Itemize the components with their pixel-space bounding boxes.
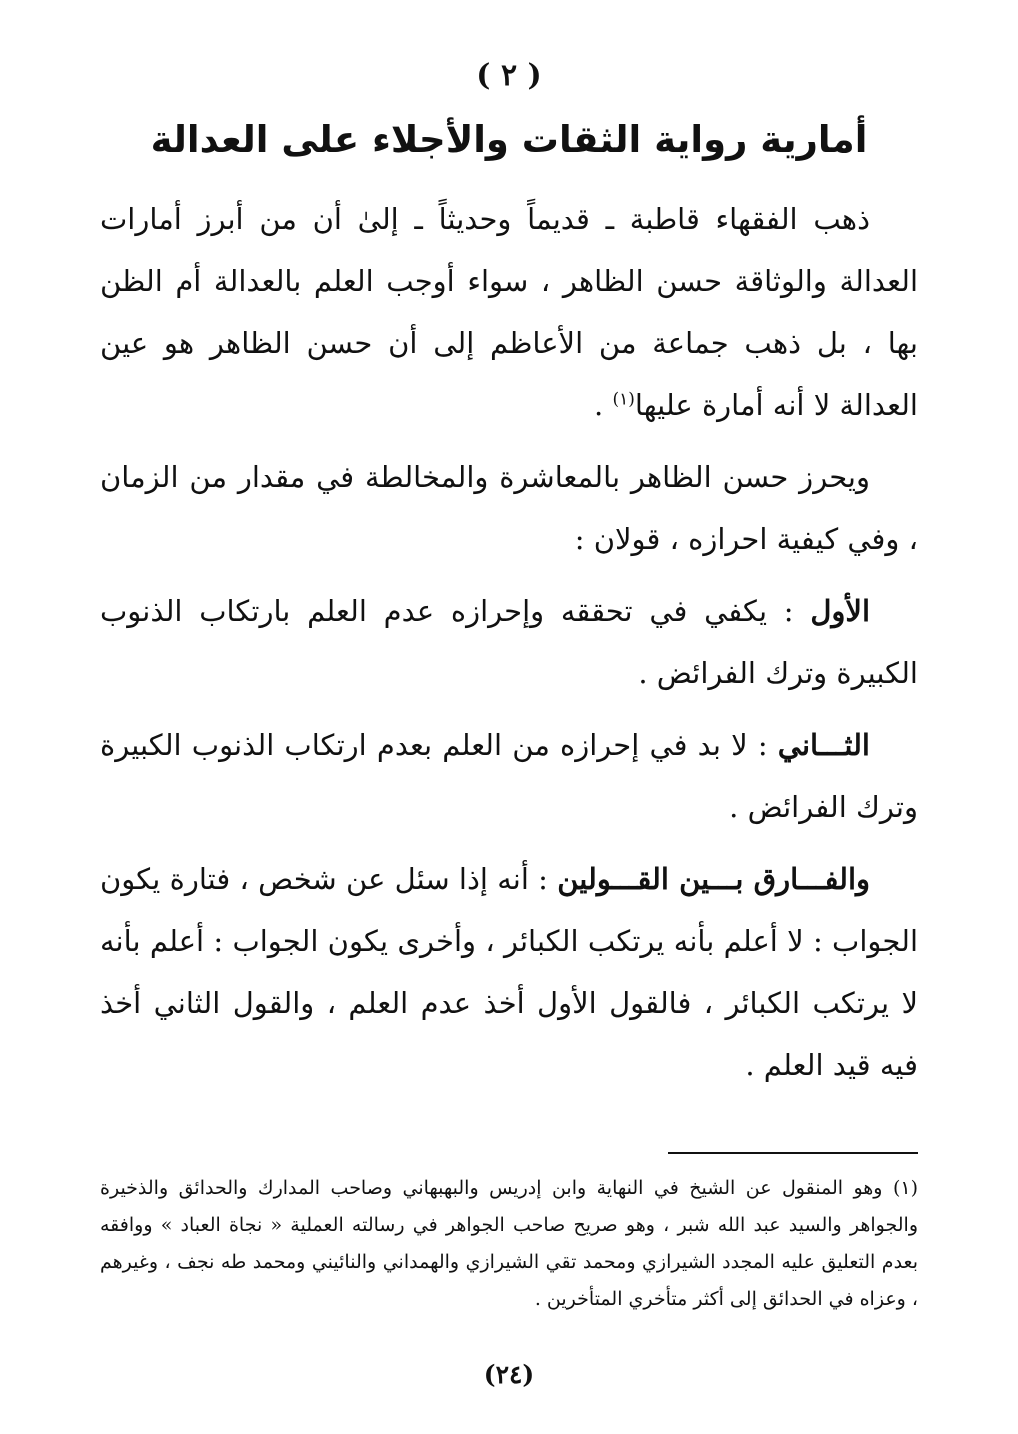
first-opinion-text: : يكفي في تحققه وإحرازه عدم العلم بارتكاب الذنوب الكبيرة وترك الفرائض .: [100, 594, 918, 690]
paragraph-1-text: ذهب الفقهاء قاطبة ـ قديماً وحديثاً ـ إلىٰ أن من أبرز أمارات العدالة والوثاقة حسن الظاهر ، سواء أوجب العلم بالعدالة أم الظن بها ، بل ذهب جماعة من الأعاظم إلى أن حسن الظاهر هو عين العدالة لا أنه أمارة عليها: [100, 202, 919, 422]
footnote-divider: [668, 1152, 918, 1154]
difference-text: : أنه إذا سئل عن شخص ، فتارة يكون الجواب : لا أعلم بأنه يرتكب الكبائر ، وأخرى يكون الجواب : أعلم بأنه لا يرتكب الكبائر ، فالقول الأول أخذ عدم العلم ، والقول الثاني أخذ فيه قيد العلم .: [100, 862, 918, 1082]
paragraph-3: [100, 580, 918, 704]
paragraph-1-end: .: [594, 388, 613, 422]
paragraph-2: ويحرز حسن الظاهر بالمعاشرة والمخالطة في مقدار من الزمان ، وفي كيفية احرازه ، قولان :: [100, 460, 918, 556]
difference-label: والفـــارق بـــين القـــولين: [557, 862, 871, 896]
second-opinion-label: الثـــاني: [777, 728, 870, 762]
paragraph-1: [100, 188, 918, 436]
first-opinion-label: الأول: [810, 594, 870, 628]
section-number: ( ٢ ): [476, 58, 542, 93]
page-number: (٢٤): [483, 1360, 535, 1389]
paragraph-4: [100, 714, 918, 838]
second-opinion-text: : لا بد في إحرازه من العلم بعدم ارتكاب الذنوب الكبيرة وترك الفرائض .: [100, 728, 918, 824]
section-title: أمارية رواية الثقات والأجلاء على العدالة: [150, 118, 868, 161]
footnote-1: (١) وهو المنقول عن الشيخ في النهاية وابن إدريس والبهبهاني وصاحب المدارك والحدائق والذخيرة والجواهر والسيد عبد الله شبر ، وهو صريح صاحب الجواهر في رسالته العملية « نجاة العباد » ووافقه بعدم التعليق عليه المجدد الشيرازي ومحمد تقي الشيرازي والهمداني والنائيني ومحمد طه نجف ، وغيرهم ، وعزاه في الحدائق إلى أكثر متأخري المتأخرين .: [100, 1177, 918, 1310]
main-text: [100, 188, 918, 1106]
footnote-reference[interactable]: (١): [612, 389, 635, 410]
paragraph-5: [100, 848, 918, 1096]
footnote: [100, 1170, 918, 1318]
